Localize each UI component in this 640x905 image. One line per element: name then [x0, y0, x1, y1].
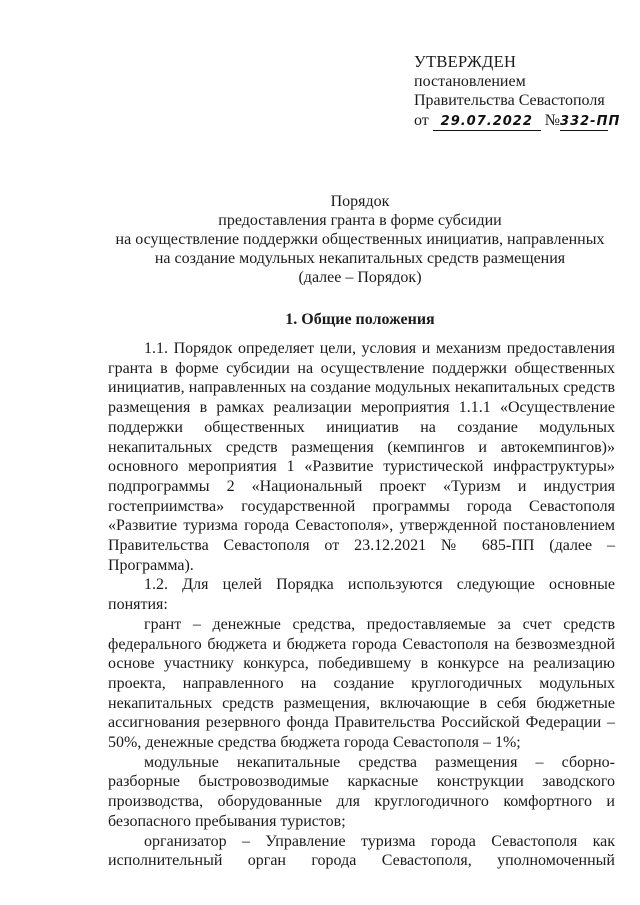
- approval-date-line: [414, 111, 621, 131]
- approval-line-government: Правительства Севастополя: [414, 92, 605, 109]
- document-body: [108, 339, 615, 871]
- document-title-line: Порядок: [330, 193, 390, 210]
- document-title: [80, 192, 640, 287]
- definition-organizer: организатор – Управление туризма города Севастополя как исполнительный орган города Севастополя, уполномоченный: [108, 832, 615, 870]
- document-title-line: (далее – Порядок): [298, 269, 422, 286]
- approval-stamp-block: [414, 52, 621, 131]
- paragraph-1-1: 1.1. Порядок определяет цели, условия и механизм предоставления гранта в форме субсидии на осуществление поддержки общественных инициатив, направленных на создание модульных некапитальных средств размещения в рамках реализации мероприятия 1.1.1 «Осуществление поддержки общественных инициатив на создание модульных некапитальных средств размещения (кемпингов и автокемпингов)» основного мероприятия 1 «Развитие туристической инфраструктуры» подпрограммы 2 «Национальный проект «Туризм и индустрия гостеприимства» государственной программы города Севастополя «Развитие туризма города Севастополя», утвержденной постановлением Правительства Севастополя от 23.12.2021 № 685-ПП (далее – Программа).: [108, 340, 615, 574]
- document-title-line: на осуществление поддержки общественных инициатив, направленных: [115, 231, 605, 248]
- definition-grant: грант – денежные средства, предоставляемые за счет средств федерального бюджета и бюджета города Севастополя на безвозмездной основе участнику конкурса, победившему в конкурсе на реализацию проекта, направленного на создание круглогодичных модульных некапитальных средств размещения, включающие в себя бюджетные ассигнования резервного фонда Правительства Российской Федерации – 50%, денежные средства бюджета города Севастополя – 1%;: [108, 615, 615, 752]
- approval-line-resolution: постановлением: [414, 72, 526, 90]
- number-prefix: №: [544, 111, 561, 129]
- approval-date-handwritten: 29.07.2022: [433, 113, 541, 131]
- definition-modular-facilities: модульные некапитальные средства размещения – сборно-разборные быстровозводимые каркасные конструкции заводского производства, оборудованные для круглогодичного комфортного и безопасного пребывания туристов;: [108, 753, 615, 830]
- paragraph-1-2: 1.2. Для целей Порядка используются следующие основные понятия:: [108, 576, 615, 614]
- section-heading: 1. Общие положения: [285, 311, 435, 328]
- approval-title: УТВЕРЖДЕН: [414, 52, 517, 71]
- date-prefix: от: [414, 111, 429, 129]
- approval-number-handwritten: 332-ПП: [560, 113, 621, 129]
- document-title-line: на создание модульных некапитальных средств размещения: [154, 250, 566, 267]
- document-title-line: предоставления гранта в форме субсидии: [218, 212, 502, 229]
